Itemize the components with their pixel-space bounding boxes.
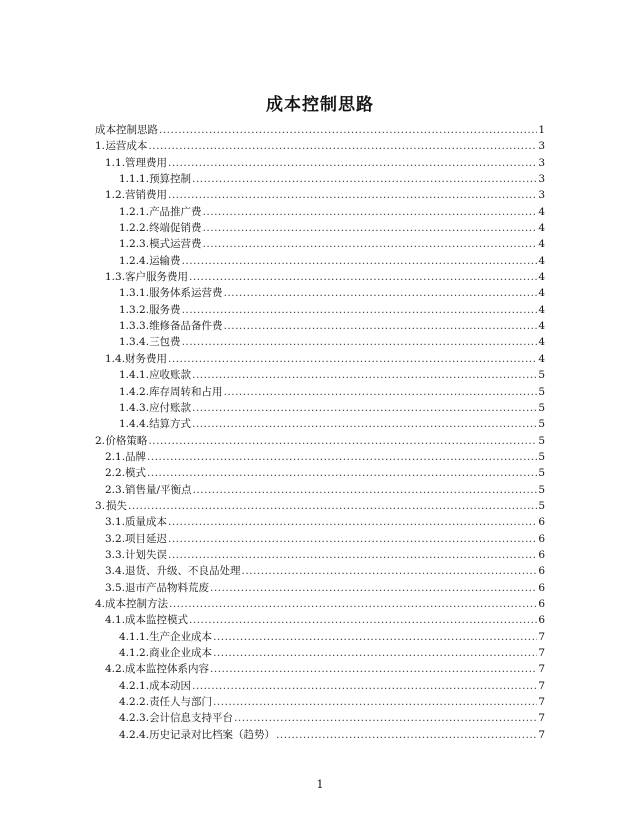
toc-leader-dots bbox=[147, 449, 537, 465]
toc-entry-title: 品牌 bbox=[125, 450, 147, 463]
toc-entry[interactable] bbox=[95, 694, 545, 710]
toc-entry[interactable] bbox=[95, 612, 545, 628]
toc-leader-dots bbox=[210, 661, 537, 677]
toc-entry-page: 4 bbox=[538, 320, 545, 333]
toc-entry-page: 4 bbox=[538, 336, 545, 349]
toc-leader-dots bbox=[192, 678, 537, 694]
toc-leader-dots bbox=[192, 400, 537, 416]
toc-entry-number: 1.2.4. bbox=[119, 254, 150, 267]
toc-leader-dots bbox=[203, 220, 538, 236]
toc-entry[interactable] bbox=[95, 727, 545, 743]
toc-entry-page: 6 bbox=[538, 516, 545, 529]
toc-entry-page: 5 bbox=[538, 434, 545, 447]
toc-entry-number: 4.2.2. bbox=[119, 696, 150, 709]
toc-entry[interactable] bbox=[95, 334, 545, 350]
toc-entry-page: 3 bbox=[538, 140, 545, 153]
toc-entry-page: 6 bbox=[538, 614, 545, 627]
toc-entry-title: 模式 bbox=[125, 467, 147, 480]
toc-entry-page: 6 bbox=[538, 548, 545, 561]
toc-leader-dots bbox=[203, 236, 538, 252]
toc-entry-number: 4.1.1. bbox=[119, 630, 150, 643]
toc-leader-dots bbox=[224, 285, 538, 301]
toc-entry-title: 计划失误 bbox=[125, 548, 168, 561]
toc-leader-dots bbox=[189, 612, 537, 628]
toc-leader-dots bbox=[192, 367, 537, 383]
toc-entry-title: 退市产品物料荒废 bbox=[125, 581, 210, 594]
toc-entry-page: 1 bbox=[538, 124, 545, 136]
toc-entry-title: 成本动因 bbox=[149, 679, 192, 692]
toc-entry-title: 营销费用 bbox=[125, 189, 168, 202]
toc-entry[interactable] bbox=[95, 171, 545, 187]
toc-entry-title: 管理费用 bbox=[125, 156, 168, 169]
toc-entry[interactable] bbox=[95, 318, 545, 334]
toc-entry-number: 1.4. bbox=[105, 352, 126, 365]
toc-entry-title: 销售量/平衡点 bbox=[125, 483, 192, 496]
toc-entry[interactable] bbox=[95, 187, 545, 203]
toc-entry[interactable] bbox=[95, 547, 545, 563]
toc-entry-title: 结算方式 bbox=[149, 418, 192, 431]
toc-entry-number: 1.4.4. bbox=[119, 418, 150, 431]
toc-entry-number: 2.1. bbox=[105, 450, 126, 463]
toc-entry-page: 5 bbox=[538, 483, 545, 496]
toc-entry-number: 1.1.1. bbox=[119, 173, 150, 186]
toc-leader-dots bbox=[168, 531, 537, 547]
toc-entry-page: 5 bbox=[538, 450, 545, 463]
toc-entry-title: 商业企业成本 bbox=[149, 647, 213, 659]
toc-entry-page: 7 bbox=[538, 663, 545, 676]
toc-entry[interactable] bbox=[95, 138, 545, 154]
toc-entry-title: 服务体系运营费 bbox=[149, 287, 223, 300]
toc-leader-dots bbox=[182, 302, 538, 318]
toc-entry-title: 服务费 bbox=[149, 303, 181, 316]
toc-entry-title: 退货、升级、不良品处理 bbox=[125, 565, 241, 578]
toc-entry[interactable] bbox=[95, 400, 545, 416]
toc-entry[interactable] bbox=[95, 449, 545, 465]
toc-entry-number: 3.1. bbox=[105, 516, 126, 529]
toc-entry-number: 1.2.1. bbox=[119, 205, 150, 218]
toc-entry-number: 3. bbox=[95, 499, 106, 512]
toc-entry[interactable] bbox=[95, 678, 545, 694]
toc-leader-dots bbox=[210, 580, 537, 596]
toc-entry-page: 6 bbox=[538, 581, 545, 594]
toc-entry[interactable] bbox=[95, 710, 545, 726]
toc-entry[interactable] bbox=[95, 155, 545, 171]
toc-entry[interactable] bbox=[95, 482, 545, 498]
toc-entry-page: 4 bbox=[538, 205, 545, 218]
toc-entry-page: 5 bbox=[538, 401, 545, 414]
toc-entry[interactable] bbox=[95, 514, 545, 530]
toc-leader-dots bbox=[224, 384, 538, 400]
toc-entry-page: 5 bbox=[538, 418, 545, 431]
toc-entry-title: 应付账款 bbox=[149, 401, 192, 414]
toc-leader-dots bbox=[213, 694, 537, 710]
toc-entry-page: 4 bbox=[538, 271, 545, 284]
toc-entry-number: 3.4. bbox=[105, 565, 126, 578]
toc-leader-dots bbox=[168, 514, 537, 530]
toc-entry[interactable] bbox=[95, 253, 545, 269]
toc-entry-number: 4.1. bbox=[105, 614, 126, 627]
toc-entry-page: 7 bbox=[538, 712, 545, 725]
toc-entry-title: 产品推广费 bbox=[149, 205, 202, 218]
toc-entry[interactable] bbox=[95, 596, 545, 612]
toc-entry-number: 1.2.2. bbox=[119, 222, 150, 235]
toc-entry-number: 1.1. bbox=[105, 156, 126, 169]
toc-entry-page: 3 bbox=[538, 156, 545, 169]
toc-entry-number: 1.3. bbox=[105, 271, 126, 284]
toc-entry[interactable] bbox=[95, 351, 545, 367]
toc-entry[interactable] bbox=[95, 416, 545, 432]
toc-entry-page: 5 bbox=[538, 467, 545, 480]
toc-leader-dots bbox=[168, 155, 537, 171]
toc-leader-dots bbox=[192, 416, 537, 432]
toc-entry[interactable] bbox=[95, 220, 545, 236]
toc-entry-number: 1.4.3. bbox=[119, 401, 150, 414]
toc-leader-dots bbox=[182, 253, 538, 269]
toc-entry-page: 7 bbox=[538, 679, 545, 692]
page-title: 成本控制思路 bbox=[266, 95, 374, 115]
toc-entry[interactable] bbox=[95, 367, 545, 383]
toc-entry-title: 项目延迟 bbox=[125, 532, 168, 545]
toc-leader-dots bbox=[168, 547, 537, 563]
toc-entry[interactable] bbox=[95, 531, 545, 547]
page-number: 1 bbox=[316, 778, 324, 791]
toc-entry-page: 7 bbox=[538, 647, 545, 659]
toc-entry-number: 3.2. bbox=[105, 532, 126, 545]
toc-entry-page: 6 bbox=[538, 565, 545, 578]
toc-entry-number: 2.2. bbox=[105, 467, 126, 480]
toc-entry-title: 终端促销费 bbox=[149, 222, 202, 235]
toc-entry-title: 责任人与部门 bbox=[149, 696, 213, 709]
toc-entry-number: 1.3.1. bbox=[119, 287, 150, 300]
toc-entry-number: 4.1.2. bbox=[119, 647, 150, 659]
toc-entry[interactable] bbox=[95, 465, 545, 481]
toc-entry-page: 4 bbox=[538, 238, 545, 251]
toc-leader-dots bbox=[213, 645, 537, 661]
toc-leader-dots bbox=[148, 433, 537, 449]
toc-entry-title: 成本监控模式 bbox=[125, 614, 189, 627]
toc-entry-title: 质量成本 bbox=[125, 516, 168, 529]
toc-entry-title: 会计信息支持平台 bbox=[149, 712, 234, 725]
toc-entry-page: 4 bbox=[538, 287, 545, 300]
toc-entry-title: 生产企业成本 bbox=[149, 630, 213, 643]
toc-entry-title: 运营成本 bbox=[105, 140, 148, 153]
toc-entry-title: 客户服务费用 bbox=[125, 271, 189, 284]
toc-entry[interactable] bbox=[95, 236, 545, 252]
toc-leader-dots bbox=[148, 138, 537, 154]
toc-entry-title: 价格策略 bbox=[105, 434, 148, 447]
toc-leader-dots bbox=[168, 351, 537, 367]
toc-leader-dots bbox=[242, 563, 538, 579]
toc-entry-title: 成本控制思路 bbox=[95, 124, 158, 136]
toc-entry-number: 4.2.1. bbox=[119, 679, 150, 692]
toc-entry-page: 4 bbox=[538, 222, 545, 235]
toc-leader-dots bbox=[193, 482, 538, 498]
toc-leader-dots bbox=[168, 187, 537, 203]
toc-entry-page: 7 bbox=[538, 696, 545, 709]
toc-leader-dots bbox=[224, 318, 538, 334]
toc-entry-page: 7 bbox=[538, 728, 545, 741]
toc-entry[interactable] bbox=[95, 645, 545, 661]
toc-entry-page: 7 bbox=[538, 630, 545, 643]
toc-entry-number: 2.3. bbox=[105, 483, 126, 496]
toc-entry-number: 3.3. bbox=[105, 548, 126, 561]
toc-entry-number: 1.2. bbox=[105, 189, 126, 202]
toc-leader-dots bbox=[147, 465, 537, 481]
toc-entry-title: 运输费 bbox=[149, 254, 181, 267]
toc-entry-title: 成本控制方法 bbox=[105, 597, 169, 610]
toc-entry[interactable] bbox=[95, 498, 545, 514]
toc-leader-dots bbox=[276, 727, 537, 743]
toc-entry[interactable] bbox=[95, 580, 545, 596]
toc-entry-page: 5 bbox=[538, 499, 545, 512]
toc-entry[interactable] bbox=[95, 302, 545, 318]
toc-leader-dots bbox=[203, 204, 538, 220]
toc-entry-page: 5 bbox=[538, 369, 545, 382]
toc-entry[interactable] bbox=[95, 285, 545, 301]
toc-entry-title: 预算控制 bbox=[149, 173, 192, 186]
toc-entry[interactable] bbox=[95, 122, 545, 138]
toc-entry-title: 维修备品备件费 bbox=[149, 320, 223, 333]
toc-entry-title: 模式运营费 bbox=[149, 238, 202, 251]
toc-entry-title: 财务费用 bbox=[125, 352, 168, 365]
toc-entry[interactable] bbox=[95, 563, 545, 579]
toc-entry-number: 1.3.2. bbox=[119, 303, 150, 316]
toc-entry-number: 3.5. bbox=[105, 581, 126, 594]
toc-leader-dots bbox=[234, 710, 537, 726]
toc-entry-title: 成本监控体系内容 bbox=[125, 663, 210, 676]
toc-entry-title: 三包费 bbox=[149, 336, 181, 349]
toc-entry-number: 1.3.4. bbox=[119, 336, 150, 349]
toc-entry-page: 5 bbox=[538, 385, 545, 398]
toc-entry-page: 4 bbox=[538, 254, 545, 267]
toc-leader-dots bbox=[189, 269, 537, 285]
toc-entry-number: 1.4.1. bbox=[119, 369, 150, 382]
toc-entry[interactable] bbox=[95, 661, 545, 677]
toc-entry[interactable] bbox=[95, 204, 545, 220]
toc-entry-page: 6 bbox=[538, 597, 545, 610]
table-of-contents bbox=[95, 122, 545, 743]
toc-entry-page: 6 bbox=[538, 532, 545, 545]
toc-entry-title: 库存周转和占用 bbox=[149, 385, 223, 398]
toc-leader-dots bbox=[182, 334, 538, 350]
toc-entry-title: 应收账款 bbox=[149, 369, 192, 382]
toc-entry-number: 4. bbox=[95, 597, 106, 610]
toc-entry-title: 损失 bbox=[105, 499, 127, 512]
toc-entry-page: 3 bbox=[538, 173, 545, 186]
toc-entry-number: 1.3.3. bbox=[119, 320, 150, 333]
toc-entry-number: 1. bbox=[95, 140, 106, 153]
toc-entry-number: 4.2. bbox=[105, 663, 126, 676]
toc-entry-page: 4 bbox=[538, 303, 545, 316]
toc-entry-number: 4.2.4. bbox=[119, 728, 150, 741]
toc-leader-dots bbox=[169, 596, 537, 612]
toc-entry-page: 3 bbox=[538, 189, 545, 202]
toc-leader-dots bbox=[159, 122, 537, 138]
toc-leader-dots bbox=[213, 629, 537, 645]
toc-entry[interactable] bbox=[95, 269, 545, 285]
toc-entry[interactable] bbox=[95, 433, 545, 449]
toc-entry[interactable] bbox=[95, 384, 545, 400]
toc-leader-dots bbox=[192, 171, 537, 187]
toc-leader-dots bbox=[128, 498, 537, 514]
toc-entry-page: 4 bbox=[538, 352, 545, 365]
toc-entry-number: 1.2.3. bbox=[119, 238, 150, 251]
toc-entry-number: 2. bbox=[95, 434, 106, 447]
toc-entry[interactable] bbox=[95, 629, 545, 645]
toc-entry-number: 4.2.3. bbox=[119, 712, 150, 725]
toc-entry-title: 历史记录对比档案（趋势） bbox=[149, 728, 276, 741]
toc-entry-number: 1.4.2. bbox=[119, 385, 150, 398]
